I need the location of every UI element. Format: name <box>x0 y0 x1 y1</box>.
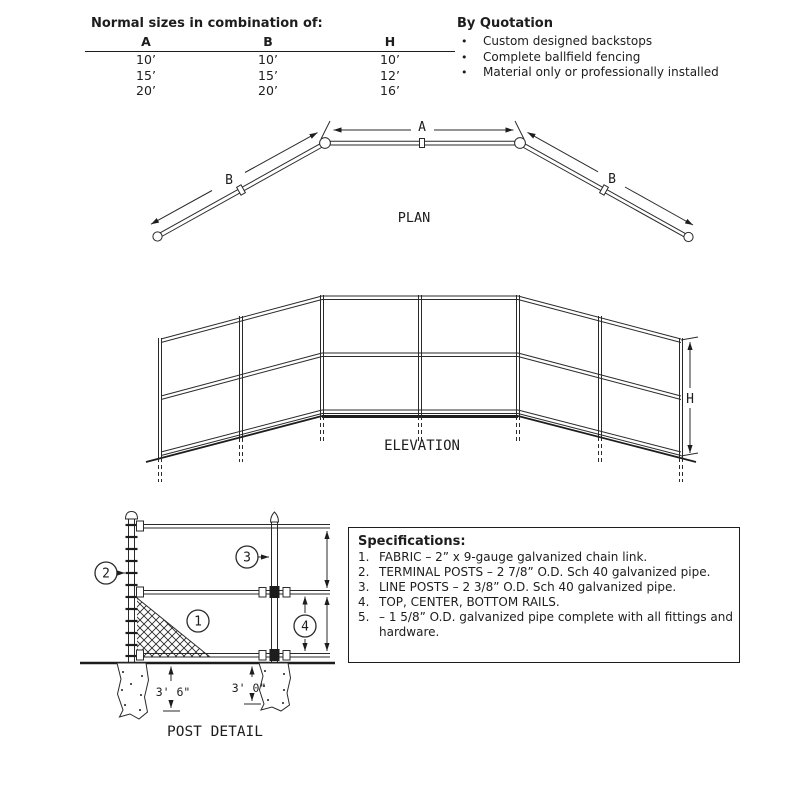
elevation-dim-h-label: H <box>686 392 694 407</box>
size-col-header-b: B <box>263 34 273 49</box>
callout-1-label: 1 <box>194 614 202 630</box>
size-col-header-h: H <box>384 34 396 49</box>
terminal-post-depth-dimension <box>156 667 191 712</box>
quotation-item <box>457 34 787 50</box>
size-cell: 15’ <box>136 67 156 83</box>
plan-left-wing <box>157 142 326 238</box>
size-cell: 10’ <box>258 52 278 67</box>
plan-dimension-b-left <box>151 133 318 225</box>
elevation-caption: ELEVATION <box>384 438 460 454</box>
size-cell: 20’ <box>258 83 278 98</box>
callout-2-terminal-post <box>95 562 125 584</box>
size-table <box>85 16 455 99</box>
size-table-row <box>85 68 455 84</box>
spec-item <box>358 610 734 640</box>
spec-item-text: TOP, CENTER, BOTTOM RAILS. <box>379 595 560 609</box>
plan-dim-b-right-label: B <box>608 172 616 187</box>
plan-dimension-b-right <box>528 132 694 225</box>
spec-item-number: 3. <box>358 580 370 594</box>
callout-4-rails <box>294 597 316 652</box>
plan-center-rail <box>327 139 518 148</box>
plan-posts <box>153 138 693 242</box>
spec-item-number: 2. <box>358 565 370 579</box>
spec-item <box>358 565 734 580</box>
plan-right-wing <box>519 142 689 239</box>
spec-item <box>358 550 734 565</box>
spec-item-text: – 1 5/8” O.D. galvanized pipe complete with all fittings and hardware. <box>379 610 733 639</box>
plan-dimension-a <box>321 120 524 139</box>
terminal-depth-label: 3' 6" <box>155 685 191 699</box>
spec-item-number: 4. <box>358 595 370 609</box>
post-detail-drawing <box>73 503 345 745</box>
size-cell: 10’ <box>380 52 400 67</box>
plan-dim-a-label: A <box>418 120 426 135</box>
size-table-row <box>85 52 455 68</box>
spec-item-text: TERMINAL POSTS – 2 7/8” O.D. Sch 40 galvanized pipe. <box>379 565 711 579</box>
callout-2-label: 2 <box>102 566 110 582</box>
quotation-title: By Quotation <box>457 16 553 31</box>
quotation-item-label: Material only or professionally installed <box>483 65 719 80</box>
elevation-drawing <box>140 284 712 484</box>
elevation-dimension-h <box>681 337 698 456</box>
size-cell: 15’ <box>258 67 278 83</box>
specifications-title: Specifications: <box>358 534 466 549</box>
bullet-icon: • <box>461 50 468 64</box>
size-col-header-a: A <box>141 34 151 49</box>
size-cell: 10’ <box>136 52 156 67</box>
quotation-list <box>457 16 787 81</box>
spec-item-text: LINE POSTS – 2 3/8” O.D. Sch 40 galvanized pipe. <box>379 580 677 594</box>
spec-item <box>358 595 734 610</box>
elevation-posts <box>159 295 683 458</box>
size-table-title: Normal sizes in combination of: <box>91 16 323 31</box>
spec-item-number: 1. <box>358 550 370 564</box>
size-table-row <box>85 83 455 99</box>
plan-dim-b-left-label: B <box>225 173 233 188</box>
tension-bands <box>126 525 138 656</box>
rail-couplings <box>259 586 290 661</box>
callout-4-label: 4 <box>301 619 309 635</box>
post-detail-caption: POST DETAIL <box>166 724 264 740</box>
plan-drawing <box>128 110 708 248</box>
callout-3-label: 3 <box>243 550 251 566</box>
line-depth-label: 3' 0" <box>231 681 267 695</box>
size-cell: 16’ <box>380 83 400 98</box>
callout-1-fabric <box>187 610 209 632</box>
size-cell: 20’ <box>136 83 156 98</box>
quotation-item-label: Complete ballfield fencing <box>483 49 641 64</box>
quotation-item-label: Custom designed backstops <box>483 34 653 48</box>
quotation-item <box>457 50 787 66</box>
line-post-depth-dimension <box>232 667 267 705</box>
plan-caption: PLAN <box>397 210 431 226</box>
spec-item <box>358 580 734 595</box>
specifications-box <box>348 527 740 663</box>
spec-item-number: 5. <box>358 610 370 624</box>
bullet-icon: • <box>461 66 468 80</box>
bullet-icon: • <box>461 35 468 48</box>
spec-item-text: FABRIC – 2” x 9-gauge galvanized chain link. <box>379 550 648 564</box>
quotation-item <box>457 65 787 81</box>
size-table-header <box>85 34 455 52</box>
size-cell: 12’ <box>380 67 400 83</box>
callout-3-line-post <box>236 546 269 568</box>
